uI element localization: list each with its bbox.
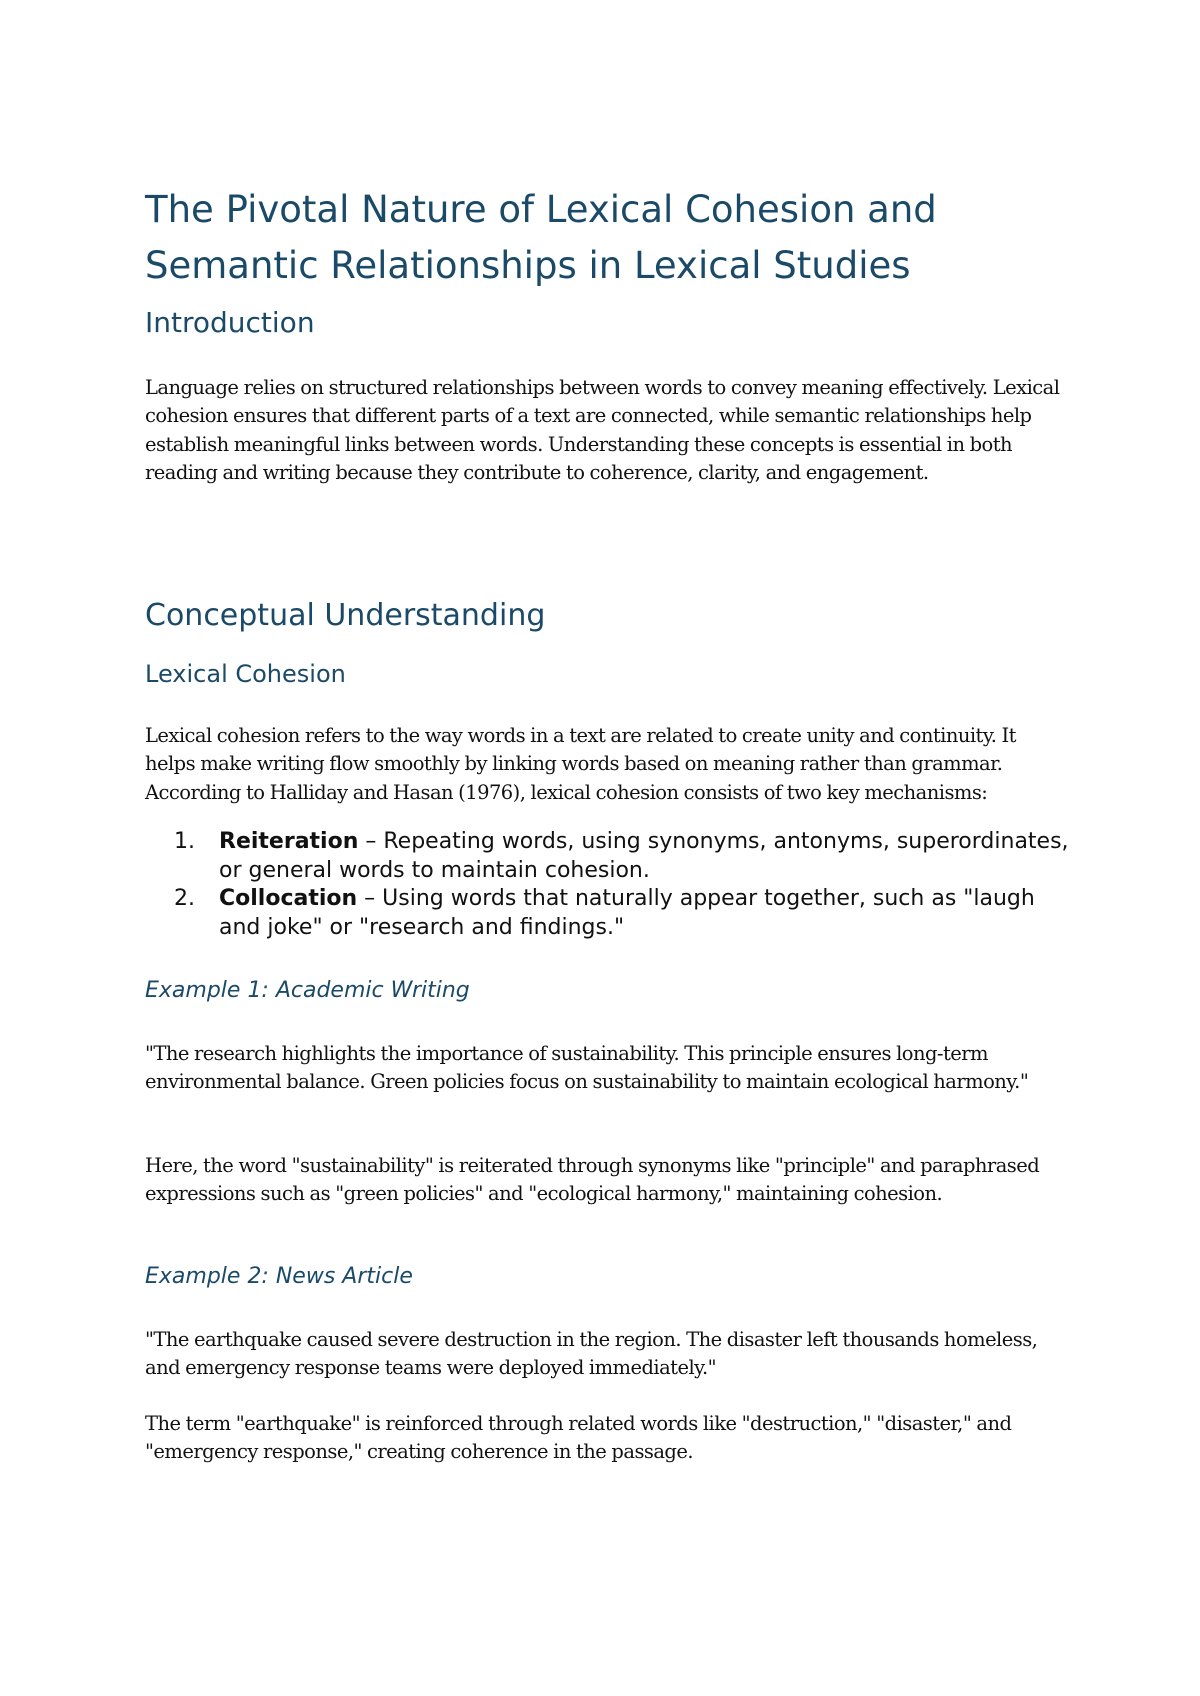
introduction-heading: Introduction xyxy=(145,306,315,339)
list-item xyxy=(145,885,1070,942)
example-2-quote: "The earthquake caused severe destruction in the region. The disaster left thousands homeless, and emergency response teams were deployed immediately." xyxy=(145,1328,1038,1380)
list-item-description: – Repeating words, using synonyms, antonyms, superordinates, or general words to maintain cohesion. xyxy=(219,829,1069,883)
example-1-explanation: Here, the word "sustainability" is reiterated through synonyms like "principle" and paraphrased expressions such as "green policies" and "ecological harmony," maintaining cohesion. xyxy=(145,1154,1040,1206)
lexical-cohesion-heading: Lexical Cohesion xyxy=(145,660,346,688)
list-item-number: 2. xyxy=(174,886,195,911)
conceptual-understanding-heading: Conceptual Understanding xyxy=(145,598,546,633)
list-item-number: 1. xyxy=(174,829,195,854)
mechanisms-list xyxy=(145,828,1070,942)
introduction-paragraph: Language relies on structured relationships between words to convey meaning effectively. Lexical cohesion ensures that different parts of a text are connected, while semantic relationships help establish meaningful links between words. Understanding these concepts is essential in both reading and writing because they contribute to coherence, clarity, and engagement. xyxy=(145,376,1060,484)
document-title: The Pivotal Nature of Lexical Cohesion and Semantic Relationships in Lexical Studies xyxy=(145,188,937,287)
example-1-quote: "The research highlights the importance of sustainability. This principle ensures long-term environmental balance. Green policies focus on sustainability to maintain ecological harmony." xyxy=(145,1042,1029,1094)
list-item-term: Collocation xyxy=(219,886,358,911)
example-2-heading: Example 2: News Article xyxy=(145,1264,413,1289)
list-item-description: – Using words that naturally appear together, such as "laugh and joke" or "research and findings." xyxy=(219,886,1035,940)
example-2-explanation: The term "earthquake" is reinforced through related words like "destruction," "disaster," and "emergency response," creating coherence in the passage. xyxy=(145,1412,1012,1464)
lexical-cohesion-paragraph: Lexical cohesion refers to the way words in a text are related to create unity and continuity. It helps make writing flow smoothly by linking words based on meaning rather than grammar. According to Halliday and Hasan (1976), lexical cohesion consists of two key mechanisms: xyxy=(145,724,1016,804)
example-1-heading: Example 1: Academic Writing xyxy=(145,978,470,1003)
list-item-term: Reiteration xyxy=(219,829,359,854)
list-item xyxy=(145,828,1070,885)
